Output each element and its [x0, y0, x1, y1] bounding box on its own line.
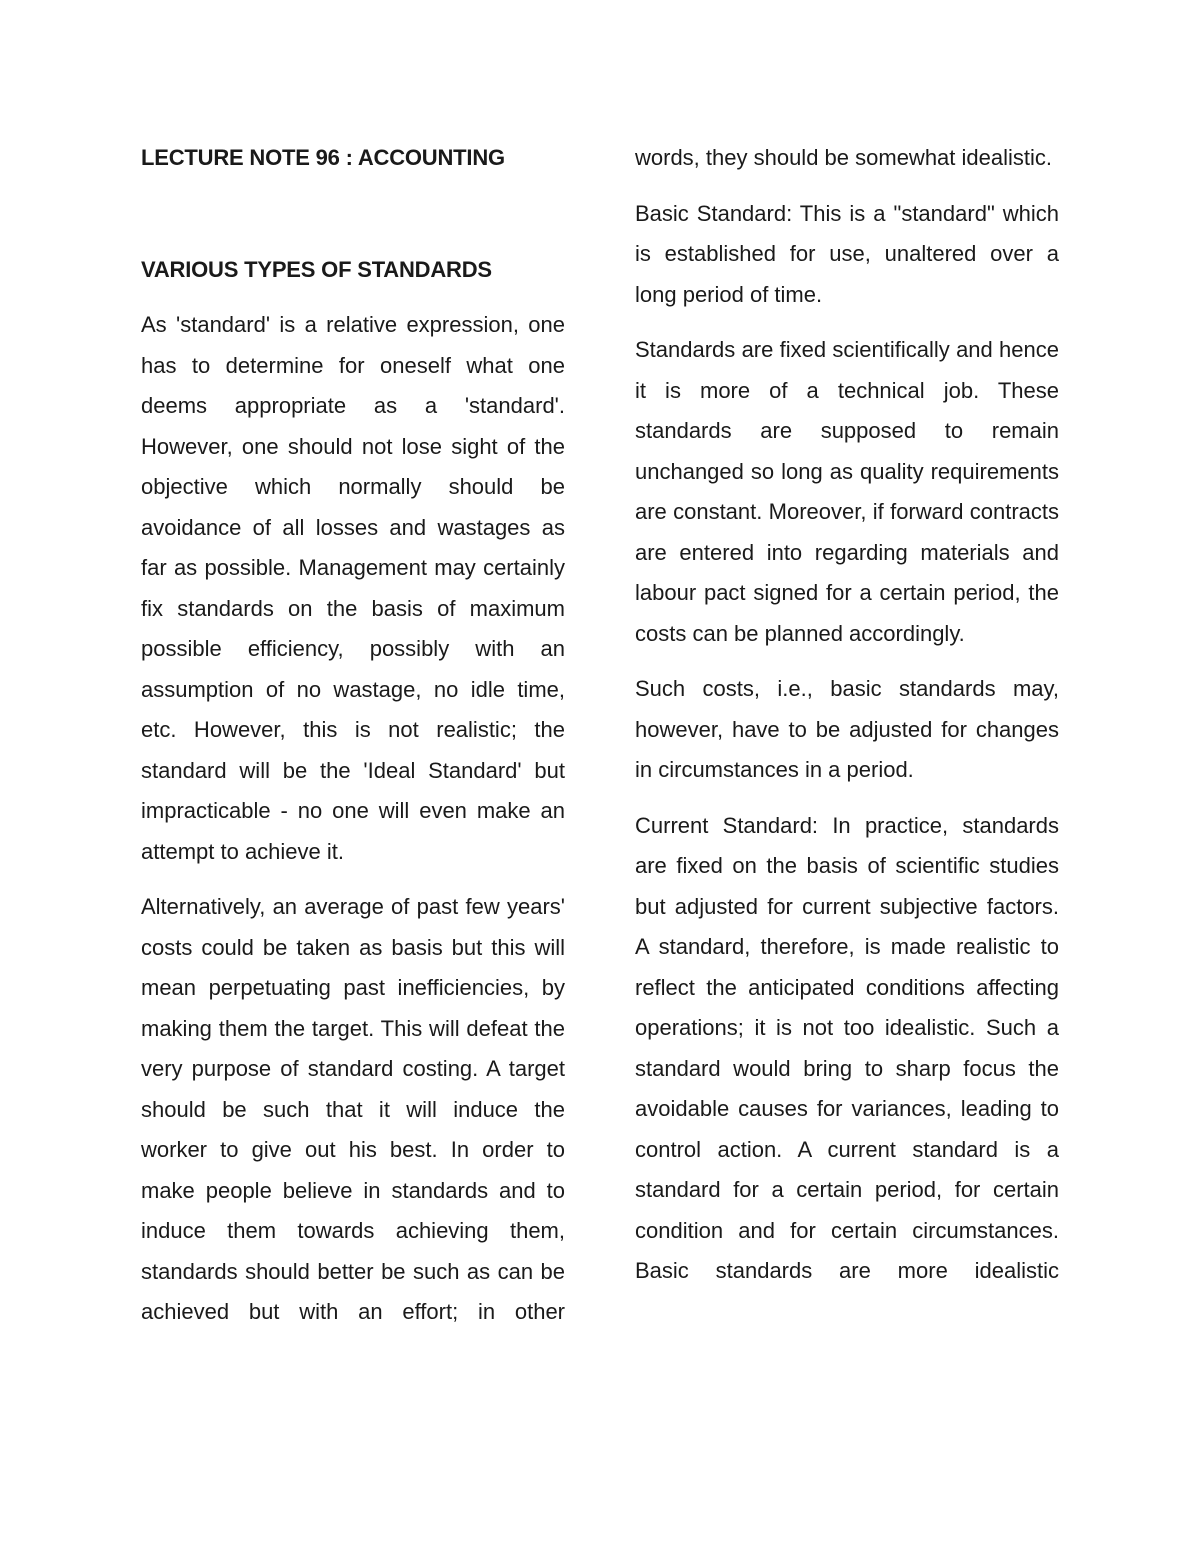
paragraph: Alternatively, an average of past few years' costs could be taken as basis but this will mean perpetuating past inefficiencies, by making them the target. This will defeat the very purpose of standard costing. A target should be such that it will induce the worker to give out his best. In order to make people believe in standards and to induce them towards achieving them, standards should better be such as can be achieved but with an effort; in other — [141, 894, 565, 1324]
paragraph: Current Standard: In practice, standards are fixed on the basis of scientific studies but adjusted for current subjective factors. A standard, therefore, is made realistic to reflect the anticipated conditions affecting operations; it is not too idealistic. Such a standard would bring to sharp focus the avoidable causes for variances, leading to control action. A current standard is a standard for a certain period, for certain condition and for certain circumstances. Basic standards are more idealistic — [635, 812, 1059, 1283]
paragraph: Standards are fixed scientifically and hence it is more of a technical job. These standards are supposed to remain unchanged so long as quality requirements are constant. Moreover, if forward contracts are entered into regarding materials and labour pact signed for a certain period, the costs can be planned accordingly. — [635, 337, 1059, 646]
paragraph: Such costs, i.e., basic standards may, however, have to be adjusted for changes in circumstances in a period. — [635, 676, 1059, 782]
section-heading: VARIOUS TYPES OF STANDARDS — [141, 256, 492, 282]
document-title: LECTURE NOTE 96 : ACCOUNTING — [141, 145, 505, 170]
right-column — [635, 138, 1059, 1307]
paragraph: Basic Standard: This is a "standard" which is established for use, unaltered over a long period of time. — [635, 200, 1059, 307]
paragraph: As 'standard' is a relative expression, one has to determine for oneself what one deems appropriate as a 'standard'. However, one should not lose sight of the objective which normally should be avoidance of all losses and wastages as far as possible. Management may certainly fix standards on the basis of maximum possible efficiency, possibly with an assumption of no wastage, no idle time, etc. However, this is not realistic; the standard will be the 'Ideal Standard' but impracticable - no one will even make an attempt to achieve it. — [141, 312, 565, 864]
paragraph: words, they should be somewhat idealistic. — [635, 145, 1052, 170]
left-column — [141, 138, 565, 1348]
